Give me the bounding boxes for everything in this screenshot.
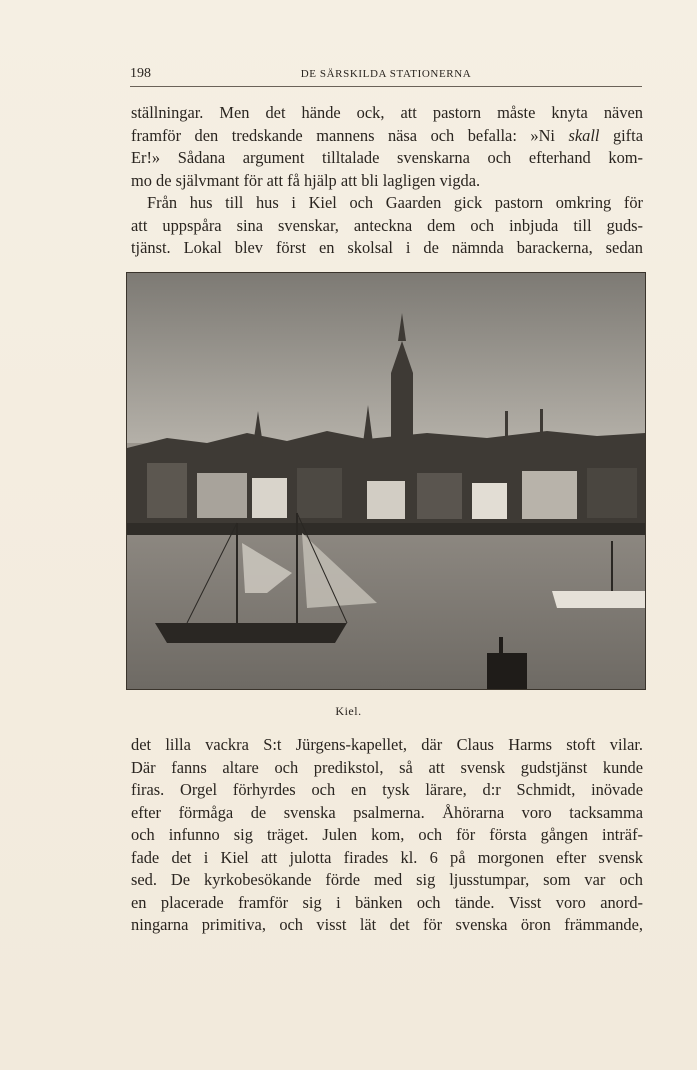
text-line: det lilla vackra S:t Jürgens-kapellet, där Claus Harms stoft vilar. — [131, 735, 643, 754]
paragraph-top — [131, 102, 643, 192]
text-line: efter förmåga de svenska psalmerna. Åhörarna voro tacksamma — [131, 802, 643, 822]
chimney — [505, 411, 508, 441]
text-line: fade det i Kiel att julotta firades kl. 6 på morgonen efter svensk — [131, 847, 643, 867]
page-header — [130, 66, 642, 87]
text-line-part: gifta — [612, 125, 643, 145]
kiel-harbor-photo — [126, 272, 646, 690]
text-line: att uppspåra sina svenskar, anteckna dem och inbjuda till guds- — [131, 215, 643, 235]
text-line: sed. De kyrkobesökande förde med sig ljusstumpar, som var och — [131, 870, 643, 889]
harbor-photo-illustration — [127, 273, 645, 689]
text-line — [131, 125, 643, 148]
text-line: Er!» Sådana argument tilltalade svenskarna och efterhand kom- — [131, 148, 643, 167]
text-line: mo de självmant för att få hjälp att bli lagligen vigda. — [131, 170, 481, 190]
figure-caption: Kiel. — [335, 704, 362, 718]
text-line: och infunno sig träget. Julen kom, och för första gången inträf- — [131, 825, 643, 844]
harbor-water — [127, 535, 645, 689]
page-number: 198 — [130, 66, 151, 81]
chimney — [540, 409, 543, 441]
text-line: ställningar. Men det hände ock, att pastorn måste knyta näven — [131, 103, 643, 122]
text-line-part: framför den tredskande mannens näsa och befalla: »Ni — [131, 125, 555, 145]
running-title: DE SÄRSKILDA STATIONERNA — [300, 68, 472, 80]
text-line: en placerade framför sig i bänken och tände. Visst voro anord- — [131, 892, 643, 912]
paragraph-bottom — [131, 734, 643, 937]
church-tower — [391, 373, 413, 453]
quay — [127, 523, 645, 535]
text-line: tjänst. Lokal blev först en skolsal i de nämnda barackerna, sedan — [131, 238, 643, 257]
emphasis-word: skall — [568, 125, 600, 145]
sky — [127, 273, 645, 443]
text-line: firas. Orgel förhyrdes och en tysk lärare, d:r Schmidt, inövade — [131, 780, 643, 799]
paragraph-second — [131, 192, 643, 260]
text-line: Från hus till hus i Kiel och Gaarden gick pastorn omkring för — [147, 193, 643, 212]
text-line: Där fanns altare och predikstol, så att svensk gudstjänst kunde — [131, 757, 643, 777]
text-line: ningarna primitiva, och visst lät det för svenska öron främmande, — [131, 915, 643, 934]
